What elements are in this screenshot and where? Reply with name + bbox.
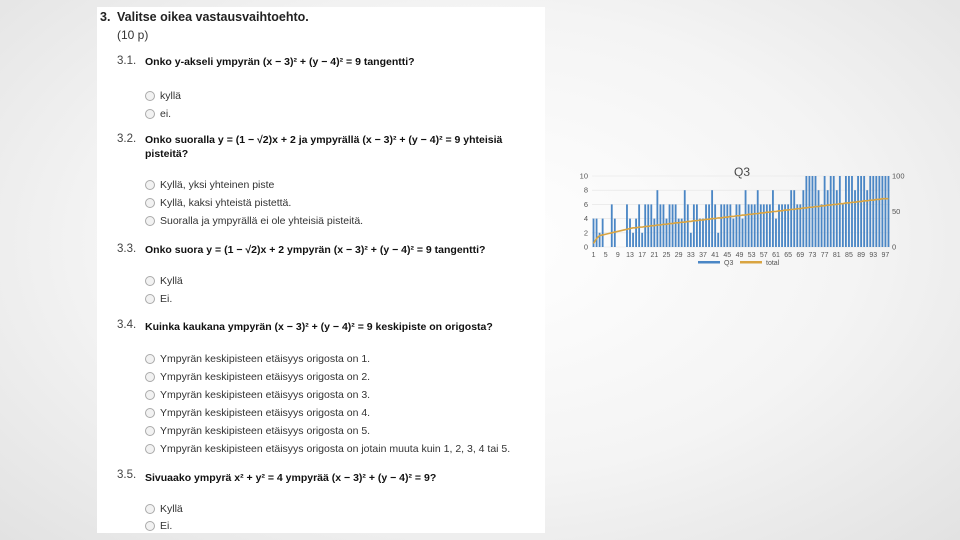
chart-y-axis-right (892, 172, 905, 252)
x-tick-label: 49 (735, 252, 744, 259)
quiz-panel (97, 7, 545, 533)
section-title: Valitse oikea vastausvaihtoehto. (117, 10, 309, 24)
radio-button[interactable] (145, 504, 155, 514)
option-label: Suoralla ja ympyrällä ei ole yhteisiä pisteitä. (160, 215, 364, 227)
option-label: Kyllä (160, 275, 183, 287)
y-tick-label: 10 (579, 171, 588, 181)
bar (717, 233, 719, 247)
option-label: Kyllä (160, 503, 183, 515)
radio-button[interactable] (145, 354, 155, 364)
bar (812, 176, 814, 247)
bar (696, 204, 698, 247)
bar (769, 204, 771, 247)
bar (641, 233, 643, 247)
bar (669, 204, 671, 247)
bar (705, 204, 707, 247)
bar (854, 190, 856, 247)
x-tick-label: 33 (686, 252, 695, 259)
bar (629, 219, 631, 247)
y-tick-label: 4 (583, 214, 588, 224)
bar (732, 219, 734, 247)
x-tick-label: 9 (615, 252, 620, 259)
x-tick-label: 37 (699, 252, 707, 259)
bar (672, 204, 674, 247)
legend-label-q3: Q3 (724, 260, 734, 267)
radio-button[interactable] (145, 216, 155, 226)
bar (632, 233, 634, 247)
total-line (594, 199, 889, 244)
x-tick-label: 1 (591, 252, 596, 259)
section-points: (10 p) (117, 28, 149, 42)
y2-tick-label: 100 (892, 171, 905, 181)
bar (666, 219, 668, 247)
answer-option[interactable] (145, 503, 183, 515)
bar (720, 204, 722, 247)
option-label: ei. (160, 108, 172, 120)
chart-legend (698, 260, 780, 267)
option-label: Ympyrän keskipisteen etäisyys origosta on jotain muuta kuin 1, 2, 3, 4 tai 5. (160, 443, 511, 455)
bar (663, 204, 665, 247)
bar (809, 176, 811, 247)
question-number: 3.5. (117, 469, 137, 481)
x-tick-label: 69 (796, 252, 805, 259)
option-label: Ympyrän keskipisteen etäisyys origosta on 5. (160, 425, 371, 437)
bar (805, 176, 807, 247)
x-tick-label: 57 (759, 252, 768, 259)
bar (653, 219, 655, 247)
radio-button[interactable] (145, 426, 155, 436)
bar (699, 219, 701, 247)
bar (693, 204, 695, 247)
radio-button[interactable] (145, 372, 155, 382)
bar (845, 176, 847, 247)
chart-x-axis (592, 252, 890, 259)
bar (881, 176, 883, 247)
bar (775, 219, 777, 247)
bar (875, 176, 877, 247)
question-number: 3.2. (117, 133, 137, 145)
x-tick-label: 85 (845, 252, 853, 259)
bar (790, 190, 792, 247)
y2-tick-label: 50 (892, 207, 901, 216)
chart-title: Q3 (733, 165, 751, 179)
bar (860, 176, 862, 247)
bar (729, 204, 731, 247)
option-label: Ympyrän keskipisteen etäisyys origosta on 2. (160, 371, 371, 383)
bar (745, 190, 747, 247)
bar (802, 190, 804, 247)
bar (833, 176, 835, 247)
bar (888, 176, 890, 247)
bar (872, 176, 874, 247)
bar (839, 176, 841, 247)
y-tick-label: 2 (583, 228, 588, 238)
answer-option[interactable] (145, 108, 171, 120)
bar (708, 204, 710, 247)
legend-swatch-q3 (698, 261, 720, 264)
radio-button[interactable] (145, 180, 155, 190)
radio-button[interactable] (145, 276, 155, 286)
bar (763, 204, 765, 247)
bar (827, 190, 829, 247)
option-label: Kyllä, yksi yhteinen piste (160, 179, 275, 191)
radio-button[interactable] (145, 109, 155, 119)
bar (885, 176, 887, 247)
answer-option[interactable] (145, 215, 363, 227)
q3-chart (560, 160, 920, 270)
question-text: Onko suoralla y = (1 − √2)x + 2 ja ympyrällä (x − 3)² + (y − 4)² = 9 yhteisiä pisteitä? (145, 134, 503, 160)
option-label: Ympyrän keskipisteen etäisyys origosta on 1. (160, 353, 371, 365)
bar (736, 204, 738, 247)
option-label: Kyllä, kaksi yhteistä pistettä. (160, 197, 292, 209)
x-tick-label: 13 (626, 252, 634, 259)
answer-option[interactable] (145, 520, 172, 532)
x-tick-label: 41 (711, 252, 720, 259)
bar (702, 219, 704, 247)
bar (799, 204, 801, 247)
bar (818, 190, 820, 247)
bar (723, 204, 725, 247)
bar (687, 204, 689, 247)
bar (748, 204, 750, 247)
bar (796, 204, 798, 247)
radio-button[interactable] (145, 521, 155, 531)
radio-button[interactable] (145, 91, 155, 101)
radio-button[interactable] (145, 294, 155, 304)
bar (656, 190, 658, 247)
x-tick-label: 93 (869, 252, 878, 259)
bar (675, 204, 677, 247)
bar (869, 176, 871, 247)
bar (830, 176, 832, 247)
x-tick-label: 73 (808, 252, 817, 259)
bar (824, 176, 826, 247)
bar (742, 219, 744, 247)
x-tick-label: 5 (603, 252, 608, 259)
x-tick-label: 53 (747, 252, 756, 259)
answer-option[interactable] (145, 293, 172, 305)
bar (842, 204, 844, 247)
answer-option[interactable] (145, 179, 274, 191)
bar (596, 219, 598, 247)
option-label: Ei. (160, 520, 173, 532)
legend-swatch-total (740, 261, 762, 264)
bar (754, 204, 756, 247)
question-number: 3.1. (117, 55, 137, 67)
bar (739, 204, 741, 247)
bar (714, 204, 716, 247)
answer-option[interactable] (145, 407, 370, 419)
question-number: 3.4. (117, 319, 137, 331)
bar (772, 190, 774, 247)
x-tick-label: 45 (723, 252, 732, 259)
bar (726, 204, 728, 247)
section-number: 3. (100, 10, 111, 24)
bar (690, 233, 692, 247)
answer-option[interactable] (145, 197, 291, 209)
x-tick-label: 65 (784, 252, 793, 259)
bar (611, 204, 613, 247)
bar (863, 176, 865, 247)
y-tick-label: 8 (583, 185, 588, 195)
bar (793, 190, 795, 247)
answer-option[interactable] (145, 353, 370, 365)
x-tick-label: 17 (638, 252, 647, 259)
bar (757, 190, 759, 247)
bar (638, 204, 640, 247)
chart-y-axis-left (580, 172, 588, 252)
chart-bars (593, 176, 890, 247)
option-label: Ympyrän keskipisteen etäisyys origosta on 3. (160, 389, 371, 401)
answer-option[interactable] (145, 443, 510, 455)
y2-tick-label: 0 (892, 242, 897, 252)
option-label: Ei. (160, 293, 173, 305)
bar (602, 219, 604, 247)
x-tick-label: 97 (881, 252, 890, 259)
answer-option[interactable] (145, 425, 370, 437)
legend-label-total: total (766, 260, 780, 267)
question-text: Onko suora y = (1 − √2)x + 2 ympyrän (x − 3)² + (y − 4)² = 9 tangentti? (145, 244, 486, 256)
bar (635, 219, 637, 247)
radio-button[interactable] (145, 198, 155, 208)
answer-option[interactable] (145, 371, 370, 383)
bar (848, 176, 850, 247)
bar (766, 204, 768, 247)
option-label: kyllä (160, 90, 182, 102)
x-tick-label: 29 (674, 252, 683, 259)
x-tick-label: 89 (857, 252, 866, 259)
bar (684, 190, 686, 247)
question-text: Kuinka kaukana ympyrän (x − 3)² + (y − 4)² = 9 keskipiste on origosta? (145, 321, 493, 333)
radio-button[interactable] (145, 444, 155, 454)
option-label: Ympyrän keskipisteen etäisyys origosta on 4. (160, 407, 371, 419)
x-tick-label: 61 (772, 252, 780, 259)
y-tick-label: 0 (583, 242, 588, 252)
question-text: Sivuaako ympyrä x² + y² = 4 ympyrää (x − 3)² + (y − 4)² = 9? (145, 472, 437, 484)
x-tick-label: 81 (832, 252, 841, 259)
x-tick-label: 77 (820, 252, 829, 259)
bar (815, 176, 817, 247)
x-tick-label: 25 (662, 252, 671, 259)
bar (851, 176, 853, 247)
radio-button[interactable] (145, 390, 155, 400)
y-tick-label: 6 (583, 199, 588, 209)
bar (760, 204, 762, 247)
bar (857, 176, 859, 247)
radio-button[interactable] (145, 408, 155, 418)
chart-line (594, 199, 889, 244)
bar (626, 204, 628, 247)
bar (878, 176, 880, 247)
answer-option[interactable] (145, 275, 183, 287)
bar (866, 190, 868, 247)
bar (751, 204, 753, 247)
bar (836, 190, 838, 247)
question-text: Onko y-akseli ympyrän (x − 3)² + (y − 4)² = 9 tangentti? (145, 56, 415, 68)
x-tick-label: 21 (650, 252, 659, 259)
bar (821, 204, 823, 247)
question-number: 3.3. (117, 243, 137, 255)
answer-option[interactable] (145, 90, 181, 102)
answer-option[interactable] (145, 389, 370, 401)
